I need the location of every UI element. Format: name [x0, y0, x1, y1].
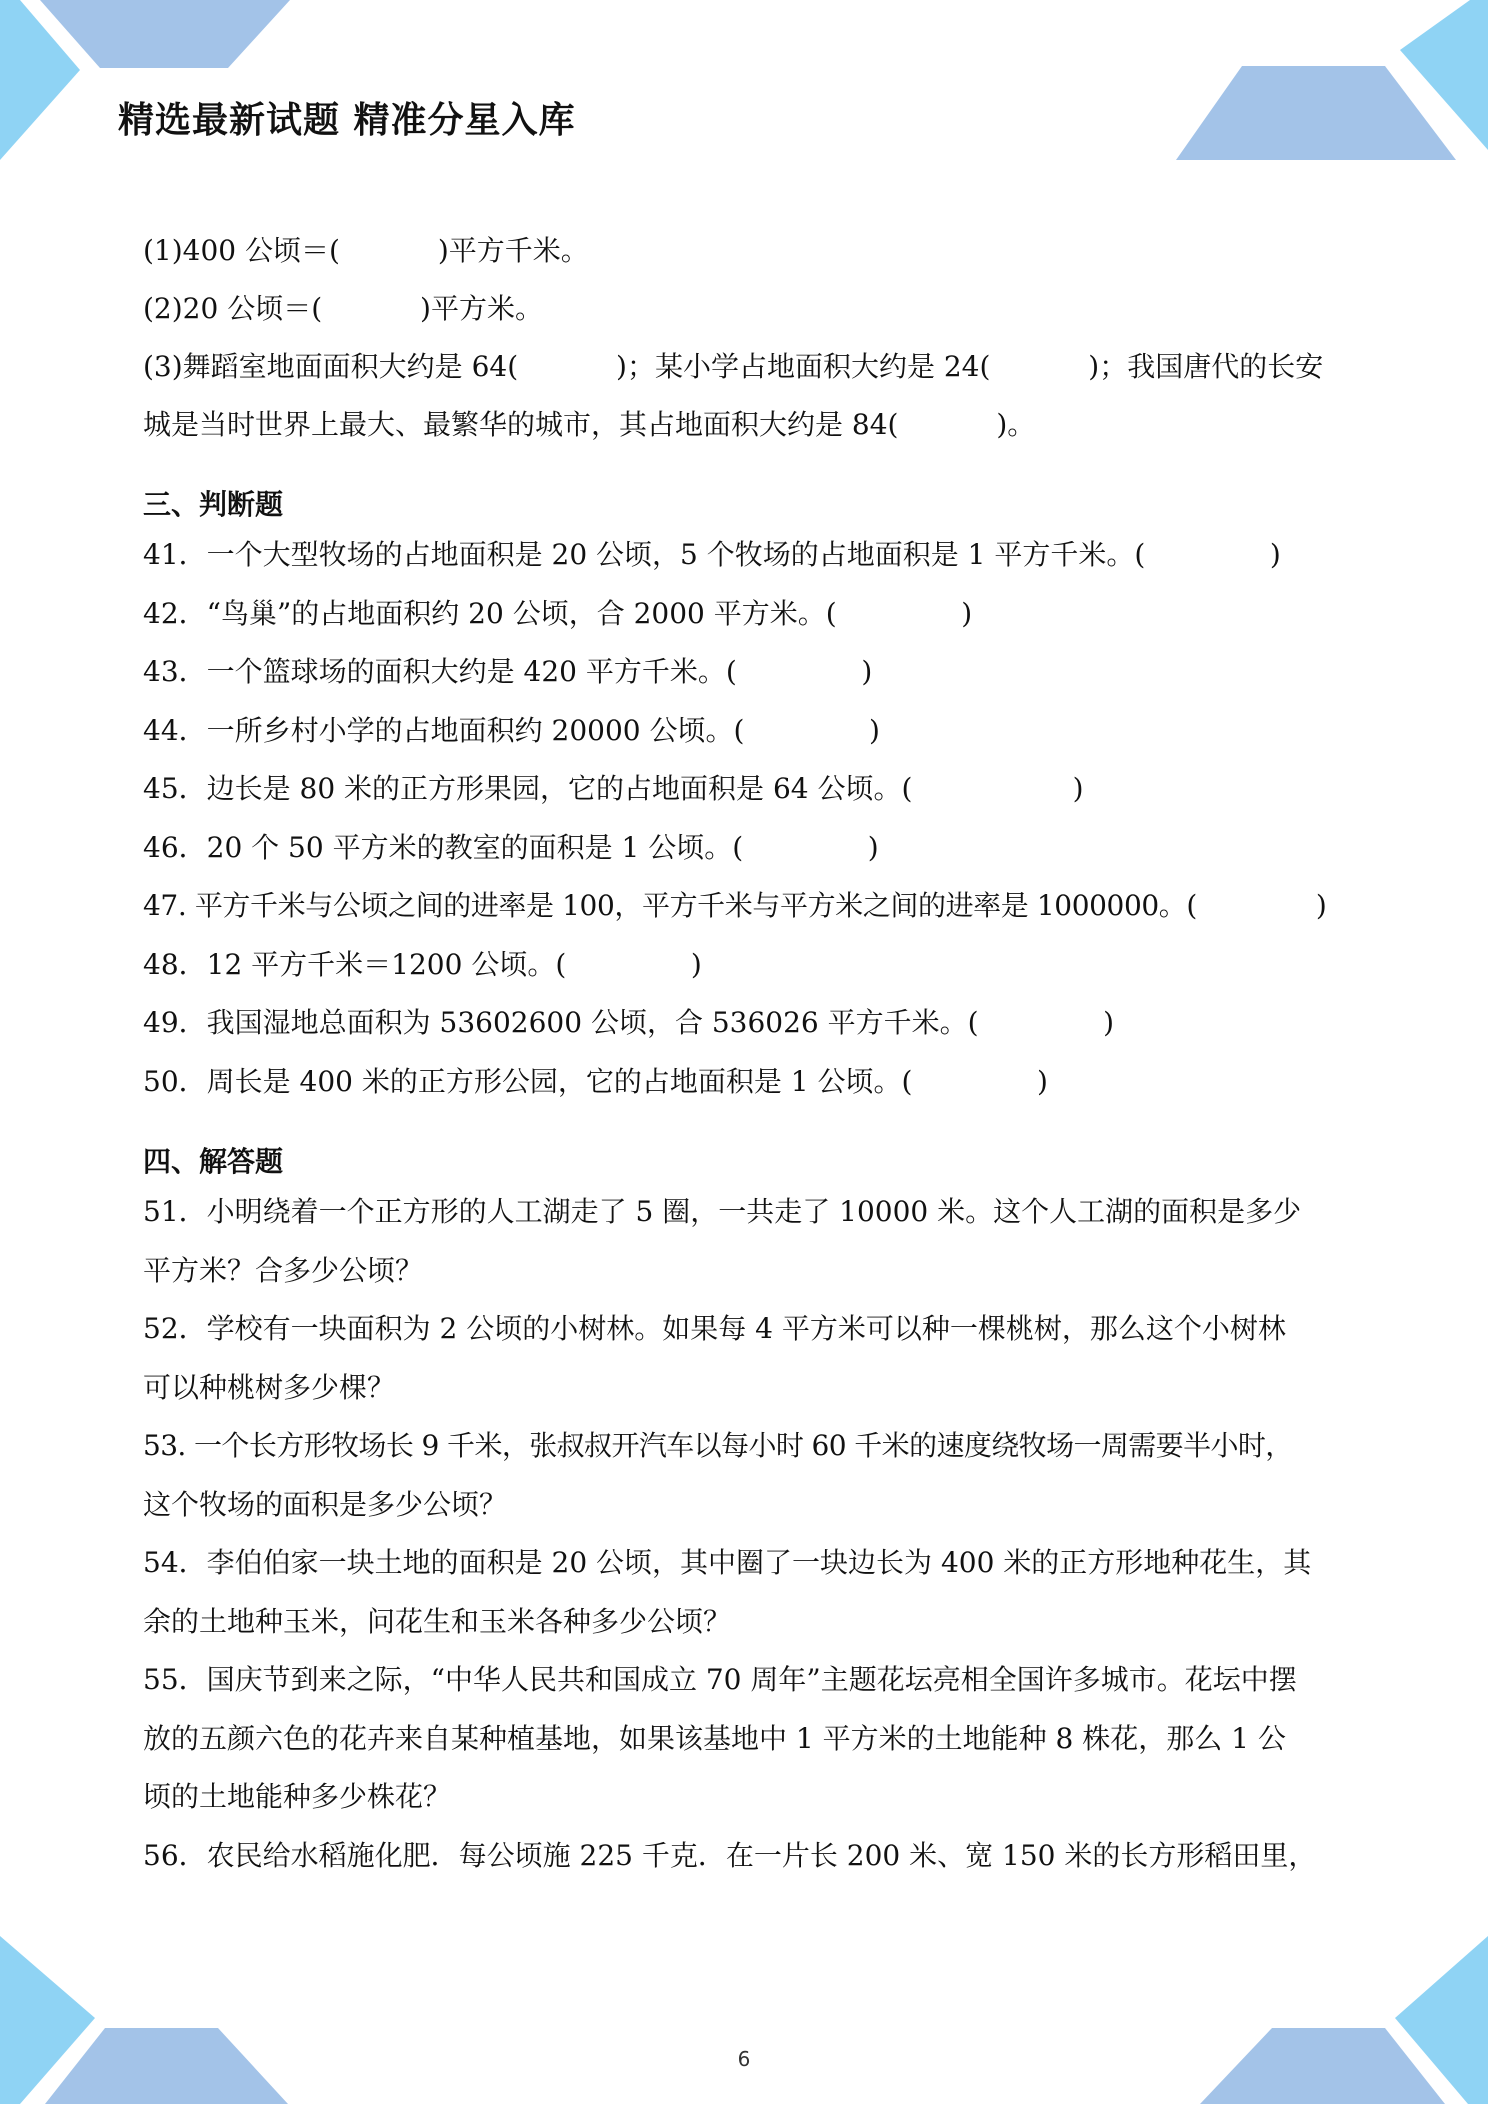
corner-shape-top-left-band	[40, 0, 290, 68]
judge-item-41: 41．一个大型牧场的占地面积是 20 公顷，5 个牧场的占地面积是 1 平方千米。( )	[143, 538, 1281, 571]
judge-list	[143, 526, 1353, 1111]
answer-item-52	[143, 1300, 1353, 1417]
answer-item-52-line-1: 52．学校有一块面积为 2 公顷的小树林。如果每 4 平方米可以种一棵桃树，那么这个小树林	[143, 1312, 1286, 1345]
answer-item-51	[143, 1183, 1353, 1300]
judge-item-48: 48．12 平方千米＝1200 公顷。( )	[143, 947, 702, 981]
section-title-answer: 四、解答题	[143, 1145, 284, 1178]
answer-item-53	[143, 1417, 1353, 1534]
fill-item-3: (3)舞蹈室地面面积大约是 64( )；某小学占地面积大约是 24( )；我国唐代的长安	[143, 350, 1324, 383]
judge-item-44: 44．一所乡村小学的占地面积约 20000 公顷。( )	[143, 713, 880, 747]
answer-item-52-line-2: 可以种桃树多少棵？	[143, 1370, 396, 1404]
judge-item-50: 50．周长是 400 米的正方形公园，它的占地面积是 1 公顷。( )	[143, 1064, 1048, 1098]
judge-item-42: 42．“鸟巢”的占地面积约 20 公顷，合 2000 平方米。( )	[143, 596, 973, 630]
answer-item-53-line-1: 53. 一个长方形牧场长 9 千米，张叔叔开汽车以每小时 60 千米的速度绕牧场一周需要半小时，	[143, 1429, 1293, 1462]
answer-item-56	[143, 1827, 1353, 1886]
judge-item-43: 43．一个篮球场的面积大约是 420 平方千米。( )	[143, 655, 873, 688]
section-title-judge: 三、判断题	[143, 488, 284, 521]
answer-item-53-line-2: 这个牧场的面积是多少公顷？	[143, 1487, 508, 1521]
judge-item-47: 47. 平方千米与公顷之间的进率是 100，平方千米与平方米之间的进率是 1000000。( )	[143, 889, 1327, 922]
judge-item-49: 49．我国湿地总面积为 53602600 公顷，合 536026 平方千米。( )	[143, 1006, 1115, 1039]
corner-shape-top-right-trapezoid	[1176, 66, 1456, 160]
answer-list	[143, 1183, 1353, 1885]
fill-block	[143, 222, 1353, 454]
answer-item-55-line-3: 顷的土地能种多少株花？	[143, 1780, 452, 1813]
answer-item-51-line-2: 平方米？合多少公顷？	[143, 1253, 424, 1287]
answer-item-55	[143, 1651, 1353, 1827]
fill-item-2: (2)20 公顷＝( )平方米。	[143, 292, 543, 325]
page-number: 6	[737, 2047, 751, 2071]
answer-item-54-line-2: 余的土地种玉米，问花生和玉米各种多少公顷？	[143, 1604, 732, 1638]
answer-item-56-line-1: 56．农民给水稻施化肥．每公顷施 225 千克．在一片长 200 米、宽 150 米的长方形稻田里，	[143, 1838, 1317, 1872]
answer-item-54	[143, 1534, 1353, 1651]
answer-item-55-line-2: 放的五颜六色的花卉来自某种植基地，如果该基地中 1 平方米的土地能种 8 株花，那么 1 公	[143, 1721, 1286, 1755]
fill-item-3-continued: 城是当时世界上最大、最繁华的城市，其占地面积大约是 84( )。	[143, 408, 1036, 441]
answer-item-55-line-1: 55．国庆节到来之际，“中华人民共和国成立 70 周年”主题花坛亮相全国许多城市。花坛中摆	[143, 1663, 1297, 1696]
answer-item-51-line-1: 51．小明绕着一个正方形的人工湖走了 5 圈，一共走了 10000 米。这个人工湖的面积是多少	[143, 1195, 1302, 1228]
judge-item-46: 46．20 个 50 平方米的教室的面积是 1 公顷。( )	[143, 830, 879, 864]
fill-item-1: (1)400 公顷＝( )平方千米。	[143, 234, 589, 267]
header-title: 精选最新试题 精准分星入库	[118, 100, 576, 141]
answer-item-54-line-1: 54．李伯伯家一块土地的面积是 20 公顷，其中圈了一块边长为 400 米的正方形地种花生，其	[143, 1546, 1312, 1579]
page-content	[143, 222, 1353, 1885]
judge-item-45: 45．边长是 80 米的正方形果园，它的占地面积是 64 公顷。( )	[143, 772, 1084, 805]
